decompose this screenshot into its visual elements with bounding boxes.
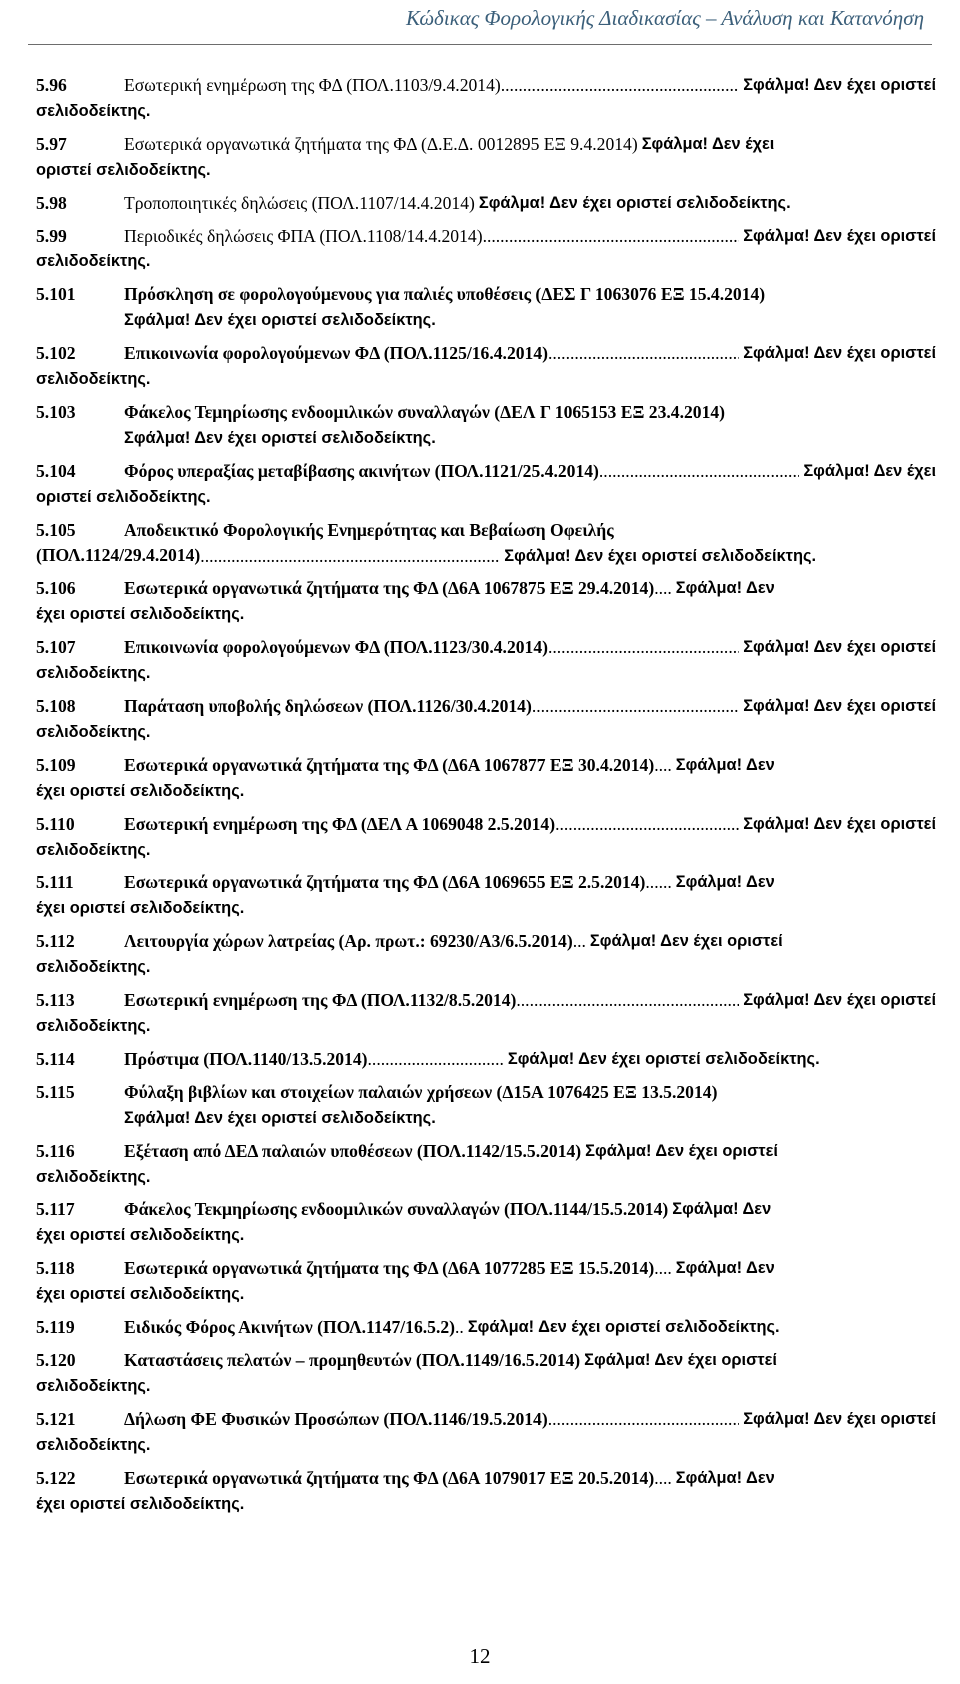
toc-entry-error: Σφάλμα! Δεν έχει οριστεί xyxy=(743,344,936,363)
toc-leader-dots: ...... xyxy=(645,872,672,893)
toc-entry-line xyxy=(36,73,936,98)
toc-entry-error: Σφάλμα! Δεν έχει οριστεί xyxy=(743,697,936,716)
toc-entry[interactable] xyxy=(36,1256,936,1307)
toc-entry-continuation xyxy=(36,954,936,980)
toc-entry-error: σελιδοδείκτης. xyxy=(36,664,151,683)
toc-entry[interactable] xyxy=(36,812,936,863)
toc-entry-error: σελιδοδείκτης. xyxy=(36,1167,151,1186)
toc-entry-title: Πρόστιμα (ΠΟΛ.1140/13.5.2014) xyxy=(124,1048,368,1069)
toc-entry-number: 5.102 xyxy=(36,343,76,364)
toc-leader-dots xyxy=(599,459,799,484)
toc-entry-number: 5.113 xyxy=(36,990,75,1011)
toc-leader-dots xyxy=(532,694,739,719)
toc-entry[interactable] xyxy=(36,1315,936,1340)
toc-entry-number: 5.97 xyxy=(36,133,67,154)
toc-entry-title: Επικοινωνία φορολογούμενων ΦΔ (ΠΟΛ.1125/16.4.2014) xyxy=(124,343,548,364)
toc-entry[interactable] xyxy=(36,988,936,1039)
toc-entry-continuation xyxy=(36,1013,936,1039)
toc-entry[interactable] xyxy=(36,753,936,804)
toc-entry-line xyxy=(36,1047,936,1072)
toc-leader-dots: .... xyxy=(654,1467,672,1488)
toc-entry-line xyxy=(36,988,936,1013)
toc-entry-number: 5.116 xyxy=(36,1140,75,1161)
toc-entry-number: 5.120 xyxy=(36,1349,76,1370)
toc-entry-continuation xyxy=(36,719,936,745)
toc-entry-error: Σφάλμα! Δεν έχει οριστεί σελιδοδείκτης. xyxy=(124,428,436,447)
toc-entry[interactable] xyxy=(36,694,936,745)
toc-entry-error: έχει οριστεί σελιδοδείκτης. xyxy=(36,781,245,800)
toc-entry-continuation xyxy=(36,1373,936,1399)
toc-entry-title: Εξέταση από ΔΕΔ παλαιών υποθέσεων (ΠΟΛ.1142/15.5.2014) xyxy=(124,1140,582,1161)
toc-entry-error: Σφάλμα! Δεν έχει οριστεί xyxy=(743,226,936,245)
toc-entry-error: Σφάλμα! Δεν xyxy=(672,1200,772,1219)
toc-entry-error: έχει οριστεί σελιδοδείκτης. xyxy=(36,605,245,624)
toc-entry-number: 5.103 xyxy=(36,401,76,422)
toc-entry-error: Σφάλμα! Δεν έχει οριστεί xyxy=(743,1409,936,1428)
toc-entry-title: Εσωτερικά οργανωτικά ζητήματα της ΦΔ (Δ.Ε.Δ. 0012895 ΕΞ 9.4.2014) xyxy=(124,133,638,154)
toc-entry-continuation xyxy=(36,1281,936,1307)
toc-entry[interactable] xyxy=(36,341,936,392)
toc-entry-title: Εσωτερική ενημέρωση της ΦΔ (ΠΟΛ.1132/8.5.2014) xyxy=(124,990,517,1011)
toc-entry-error: Σφάλμα! Δεν έχει οριστεί xyxy=(743,638,936,657)
toc-entry-number: 5.106 xyxy=(36,578,76,599)
toc-entry-number: 5.119 xyxy=(36,1317,75,1338)
toc-entry-error: Σφάλμα! Δεν έχει οριστεί σελιδοδείκτης. xyxy=(124,1108,436,1127)
toc-entry-title: Ειδικός Φόρος Ακινήτων (ΠΟΛ.1147/16.5.2) xyxy=(124,1317,456,1338)
toc-entry-number: 5.117 xyxy=(36,1199,75,1220)
toc-entry-error: Σφάλμα! Δεν έχει οριστεί xyxy=(584,1350,777,1369)
toc-entry[interactable] xyxy=(36,929,936,980)
toc-entry-line xyxy=(36,132,936,157)
toc-entry-error: σελιδοδείκτης. xyxy=(36,370,151,389)
toc-entry-error: σελιδοδείκτης. xyxy=(36,1376,151,1395)
toc-entry-line xyxy=(36,1139,936,1164)
toc-entry-number: 5.96 xyxy=(36,75,67,95)
toc-entry-error: σελιδοδείκτης. xyxy=(36,1017,151,1035)
toc-entry-number: 5.122 xyxy=(36,1467,76,1488)
toc-entry-title: Λειτουργία χώρων λατρείας (Αρ. πρωτ.: 69230/Α3/6.5.2014) xyxy=(124,931,573,952)
toc-entry-number: 5.104 xyxy=(36,460,76,481)
toc-entry-line xyxy=(36,1348,936,1373)
toc-entry-error: έχει οριστεί σελιδοδείκτης. xyxy=(36,899,245,918)
toc-entry-error: Σφάλμα! Δεν έχει οριστεί σελιδοδείκτης. xyxy=(478,193,791,212)
toc-entry-error: Σφάλμα! Δεν έχει οριστεί σελιδοδείκτης. xyxy=(507,1049,820,1068)
toc-leader-dots xyxy=(555,812,739,837)
toc-entry-error: Σφάλμα! Δεν έχει οριστεί σελιδοδείκτης. xyxy=(124,311,436,330)
toc-entry-continuation xyxy=(36,895,936,921)
toc-entry-line xyxy=(36,870,936,895)
toc-entry-error: Σφάλμα! Δεν xyxy=(675,755,775,774)
toc-entry-line xyxy=(36,459,936,484)
toc-entry-error: οριστεί σελιδοδείκτης. xyxy=(36,160,211,179)
toc-entry-number: 5.99 xyxy=(36,225,67,246)
toc-entry[interactable] xyxy=(36,635,936,686)
toc-entry-continuation xyxy=(36,307,936,333)
toc-leader-dots xyxy=(200,544,500,569)
toc-entry-line xyxy=(36,282,936,307)
toc-entry[interactable] xyxy=(36,1139,936,1190)
toc-entry[interactable] xyxy=(36,870,936,921)
toc-entry-number: 5.107 xyxy=(36,637,76,658)
toc-entry-continuation xyxy=(36,778,936,804)
toc-entry-title: Καταστάσεις πελατών – προμηθευτών (ΠΟΛ.1149/16.5.2014) xyxy=(124,1349,581,1370)
toc-entry-number: 5.118 xyxy=(36,1258,75,1279)
toc-entry[interactable] xyxy=(36,73,936,124)
toc-entry-number: 5.98 xyxy=(36,192,67,213)
toc-entry-title: Αποδεικτικό Φορολογικής Ενημερότητας και Βεβαίωση Οφειλής xyxy=(124,519,614,540)
toc-entry-line xyxy=(36,635,936,660)
toc-entry-title: Πρόσκληση σε φορολογούμενους για παλιές υποθέσεις (ΔΕΣ Γ 1063076 ΕΞ 15.4.2014) xyxy=(124,284,766,305)
toc-entry-continuation xyxy=(36,601,936,627)
toc-entry-title: Εσωτερικά οργανωτικά ζητήματα της ΦΔ (Δ6Α 1069655 ΕΞ 2.5.2014) xyxy=(124,872,646,893)
toc-entry[interactable] xyxy=(36,518,936,569)
toc-entry-line xyxy=(36,1466,936,1491)
toc-entry-title: Εσωτερικά οργανωτικά ζητήματα της ΦΔ (Δ6Α 1067875 ΕΞ 29.4.2014) xyxy=(124,578,655,599)
toc-entry-error: Σφάλμα! Δεν xyxy=(675,1259,775,1278)
toc-leader-dots: ... xyxy=(572,931,586,952)
toc-entry-continuation xyxy=(36,1222,936,1248)
toc-entry-line xyxy=(36,1080,936,1105)
toc-entry-line xyxy=(36,518,936,543)
toc-entry[interactable] xyxy=(36,1407,936,1458)
toc-entry-title: Τροποποιητικές δηλώσεις (ΠΟΛ.1107/14.4.2014) xyxy=(124,192,475,213)
toc-entry-line xyxy=(36,224,936,249)
toc-entry[interactable] xyxy=(36,1047,936,1072)
toc-entry[interactable] xyxy=(36,1348,936,1399)
toc-leader-dots xyxy=(548,341,739,366)
toc-entry-error: σελιδοδείκτης. xyxy=(36,958,151,977)
toc-entry-continuation xyxy=(36,543,936,569)
toc-entry-continuation xyxy=(36,484,936,510)
toc-entry-title: Φόρος υπεραξίας μεταβίβασης ακινήτων (ΠΟΛ.1121/25.4.2014) xyxy=(124,460,599,481)
toc-entry-line xyxy=(36,191,936,216)
toc-entry-error: Σφάλμα! Δεν έχει οριστεί σελιδοδείκτης. xyxy=(467,1318,780,1337)
toc-entry-number: 5.114 xyxy=(36,1048,75,1069)
toc-entry-error: Σφάλμα! Δεν έχει οριστεί xyxy=(743,814,936,833)
toc-entry-number: 5.105 xyxy=(36,519,76,540)
toc-entry[interactable] xyxy=(36,400,936,451)
toc-entry-error: οριστεί σελιδοδείκτης. xyxy=(36,487,211,506)
page-number: 12 xyxy=(469,1644,491,1668)
toc-entry-title: Επικοινωνία φορολογούμενων ΦΔ (ΠΟΛ.1123/30.4.2014) xyxy=(124,637,548,658)
toc-entry[interactable] xyxy=(36,1466,936,1517)
toc-entry-title: Εσωτερική ενημέρωση της ΦΔ (ΔΕΛ Α 1069048 2.5.2014) xyxy=(124,813,556,834)
toc-leader-dots: .. xyxy=(455,1317,464,1338)
toc-entry-continuation xyxy=(36,157,936,183)
toc-entry-line xyxy=(36,753,936,778)
toc-entry-error: έχει οριστεί σελιδοδείκτης. xyxy=(36,1494,245,1513)
toc-entry-line xyxy=(36,576,936,601)
toc-entry[interactable] xyxy=(36,1197,936,1248)
toc-entry-continuation xyxy=(36,1105,936,1131)
toc-entry-error: σελιδοδείκτης. xyxy=(36,1435,151,1454)
toc-entry-line xyxy=(36,1315,936,1340)
toc-entry-error: σελιδοδείκτης. xyxy=(36,101,151,120)
toc-entry-continuation xyxy=(36,425,936,451)
toc-entry-title: Φάκελος Τεμηρίωσης ενδοομιλικών συναλλαγών (ΔΕΛ Γ 1065153 ΕΞ 23.4.2014) xyxy=(124,401,726,422)
toc-entry-line xyxy=(36,341,936,366)
toc-leader-dots xyxy=(548,635,739,660)
toc-entry-line xyxy=(36,929,936,954)
toc-entry-error: έχει οριστεί σελιδοδείκτης. xyxy=(36,1226,245,1245)
toc-entry-number: 5.115 xyxy=(36,1081,75,1102)
toc-entry-title: Εσωτερική ενημέρωση της ΦΔ (ΠΟΛ.1103/9.4.2014) xyxy=(124,75,501,95)
toc-entry[interactable] xyxy=(36,224,936,275)
toc-entry-continuation xyxy=(36,98,936,124)
toc-entry-error: Σφάλμα! Δεν έχει οριστεί σελιδοδείκτης. xyxy=(504,546,817,565)
toc-entry-title: Φύλαξη βιβλίων και στοιχείων παλαιών χρήσεων (Δ15Α 1076425 ΕΞ 13.5.2014) xyxy=(124,1081,718,1102)
toc-leader-dots: ............................... xyxy=(367,1048,504,1069)
table-of-contents xyxy=(36,73,936,1524)
toc-leader-dots xyxy=(548,1407,740,1432)
toc-entry-error: σελιδοδείκτης. xyxy=(36,840,151,859)
toc-entry-error: Σφάλμα! Δεν xyxy=(675,579,775,598)
toc-leader-dots xyxy=(516,988,739,1013)
toc-entry-error: Σφάλμα! Δεν έχει xyxy=(641,134,775,153)
header-rule xyxy=(28,44,932,45)
toc-entry[interactable] xyxy=(36,1080,936,1131)
toc-entry[interactable] xyxy=(36,459,936,510)
toc-entry-continuation xyxy=(36,1491,936,1517)
toc-entry-continuation xyxy=(36,248,936,274)
toc-entry-error: σελιδοδείκτης. xyxy=(36,252,151,271)
toc-entry[interactable] xyxy=(36,191,936,216)
toc-entry-error: (ΠΟΛ.1124/29.4.2014) xyxy=(36,544,201,565)
running-header: Κώδικας Φορολογικής Διαδικασίας – Ανάλυση και Κατανόηση xyxy=(406,6,924,30)
toc-entry-line xyxy=(36,694,936,719)
toc-entry-number: 5.101 xyxy=(36,284,76,305)
toc-entry-error: Σφάλμα! Δεν έχει οριστεί xyxy=(743,76,936,94)
toc-leader-dots: .... xyxy=(654,754,672,775)
toc-entry-error: Σφάλμα! Δεν έχει οριστεί xyxy=(743,991,936,1010)
toc-entry-title: Εσωτερικά οργανωτικά ζητήματα της ΦΔ (Δ6Α 1067877 ΕΞ 30.4.2014) xyxy=(124,754,655,775)
toc-entry-title: Φάκελος Τεκμηρίωσης ενδοομιλικών συναλλαγών (ΠΟΛ.1144/15.5.2014) xyxy=(124,1199,669,1220)
toc-entry-line xyxy=(36,1256,936,1281)
toc-entry[interactable] xyxy=(36,576,936,627)
toc-entry-title: Δήλωση ΦΕ Φυσικών Προσώπων (ΠΟΛ.1146/19.5.2014) xyxy=(124,1408,548,1429)
toc-leader-dots xyxy=(483,224,740,249)
toc-entry-number: 5.110 xyxy=(36,813,75,834)
toc-entry-continuation xyxy=(36,366,936,392)
toc-entry-number: 5.112 xyxy=(36,931,75,952)
toc-entry-error: Σφάλμα! Δεν έχει οριστεί xyxy=(589,932,783,951)
toc-entry-number: 5.111 xyxy=(36,872,74,893)
toc-entry-error: Σφάλμα! Δεν έχει xyxy=(803,461,936,480)
toc-entry-number: 5.108 xyxy=(36,696,76,717)
toc-entry-continuation xyxy=(36,1164,936,1190)
toc-entry-number: 5.109 xyxy=(36,754,76,775)
toc-entry-title: Εσωτερικά οργανωτικά ζητήματα της ΦΔ (Δ6Α 1077285 ΕΞ 15.5.2014) xyxy=(124,1258,655,1279)
toc-entry-continuation xyxy=(36,837,936,863)
toc-entry-title: Παράταση υποβολής δηλώσεων (ΠΟΛ.1126/30.4.2014) xyxy=(124,696,532,717)
toc-entry-line xyxy=(36,1407,936,1432)
toc-entry-line xyxy=(36,400,936,425)
toc-leader-dots: .... xyxy=(654,578,672,599)
toc-entry[interactable] xyxy=(36,282,936,333)
toc-entry-line xyxy=(36,812,936,837)
toc-leader-dots xyxy=(501,73,739,98)
toc-entry-title: Περιοδικές δηλώσεις ΦΠΑ (ΠΟΛ.1108/14.4.2014) xyxy=(124,225,483,246)
toc-entry-continuation xyxy=(36,1432,936,1458)
toc-entry-error: σελιδοδείκτης. xyxy=(36,722,151,741)
toc-entry-title: Εσωτερικά οργανωτικά ζητήματα της ΦΔ (Δ6Α 1079017 ΕΞ 20.5.2014) xyxy=(124,1467,655,1488)
toc-entry[interactable] xyxy=(36,132,936,183)
toc-entry-error: Σφάλμα! Δεν xyxy=(675,873,775,892)
toc-entry-continuation xyxy=(36,660,936,686)
toc-entry-error: Σφάλμα! Δεν έχει οριστεί xyxy=(585,1141,778,1160)
toc-entry-line xyxy=(36,1197,936,1222)
toc-entry-error: Σφάλμα! Δεν xyxy=(675,1468,775,1487)
toc-entry-error: έχει οριστεί σελιδοδείκτης. xyxy=(36,1285,245,1304)
toc-leader-dots: .... xyxy=(654,1258,672,1279)
toc-entry-number: 5.121 xyxy=(36,1408,76,1429)
